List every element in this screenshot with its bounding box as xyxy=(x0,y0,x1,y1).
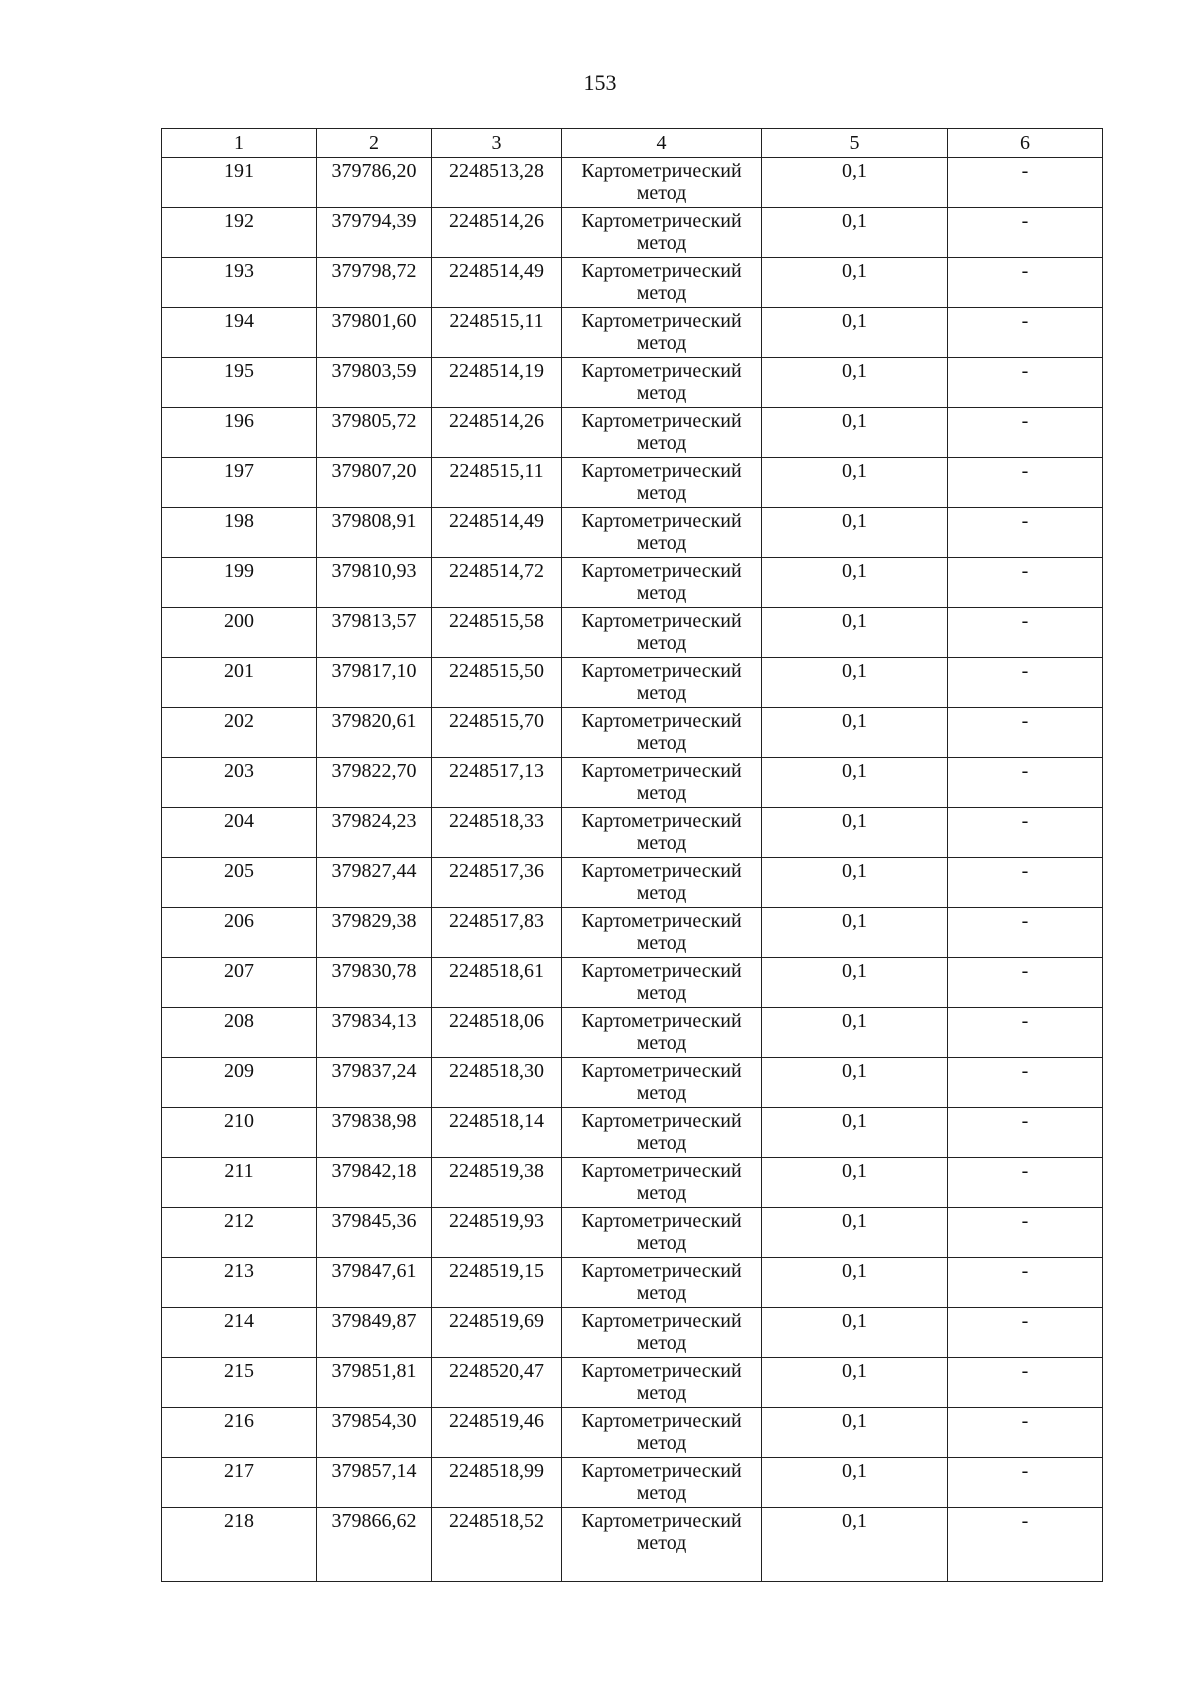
y-coordinate-cell: 2248518,33 xyxy=(432,808,562,858)
y-coordinate-cell: 2248518,52 xyxy=(432,1508,562,1582)
accuracy-cell: 0,1 xyxy=(762,1508,948,1582)
method-cell: Картометрический метод xyxy=(562,508,762,558)
x-coordinate-cell: 379838,98 xyxy=(317,1108,432,1158)
point-number-cell: 204 xyxy=(162,808,317,858)
point-number-cell: 212 xyxy=(162,1208,317,1258)
point-number-cell: 218 xyxy=(162,1508,317,1582)
accuracy-cell: 0,1 xyxy=(762,608,948,658)
method-cell: Картометрический метод xyxy=(562,1308,762,1358)
point-number-cell: 193 xyxy=(162,258,317,308)
x-coordinate-cell: 379817,10 xyxy=(317,658,432,708)
table-row xyxy=(162,858,1103,908)
method-cell: Картометрический метод xyxy=(562,208,762,258)
table-row xyxy=(162,1058,1103,1108)
note-cell: - xyxy=(948,558,1103,608)
method-cell: Картометрический метод xyxy=(562,158,762,208)
table-row xyxy=(162,1208,1103,1258)
accuracy-cell: 0,1 xyxy=(762,808,948,858)
note-cell: - xyxy=(948,1108,1103,1158)
x-coordinate-cell: 379849,87 xyxy=(317,1308,432,1358)
method-cell: Картометрический метод xyxy=(562,1008,762,1058)
accuracy-cell: 0,1 xyxy=(762,858,948,908)
accuracy-cell: 0,1 xyxy=(762,208,948,258)
method-cell: Картометрический метод xyxy=(562,458,762,508)
x-coordinate-cell: 379866,62 xyxy=(317,1508,432,1582)
column-header: 1 xyxy=(162,129,317,158)
point-number-cell: 202 xyxy=(162,708,317,758)
y-coordinate-cell: 2248514,49 xyxy=(432,508,562,558)
table-row xyxy=(162,658,1103,708)
accuracy-cell: 0,1 xyxy=(762,508,948,558)
table-row xyxy=(162,1308,1103,1358)
table-row xyxy=(162,408,1103,458)
x-coordinate-cell: 379822,70 xyxy=(317,758,432,808)
table-row xyxy=(162,808,1103,858)
note-cell: - xyxy=(948,1508,1103,1582)
method-cell: Картометрический метод xyxy=(562,1258,762,1308)
column-header: 6 xyxy=(948,129,1103,158)
accuracy-cell: 0,1 xyxy=(762,958,948,1008)
method-cell: Картометрический метод xyxy=(562,808,762,858)
accuracy-cell: 0,1 xyxy=(762,1458,948,1508)
accuracy-cell: 0,1 xyxy=(762,658,948,708)
y-coordinate-cell: 2248518,61 xyxy=(432,958,562,1008)
note-cell: - xyxy=(948,208,1103,258)
table-row xyxy=(162,608,1103,658)
x-coordinate-cell: 379805,72 xyxy=(317,408,432,458)
point-number-cell: 198 xyxy=(162,508,317,558)
x-coordinate-cell: 379842,18 xyxy=(317,1158,432,1208)
coordinates-table xyxy=(161,128,1103,1582)
y-coordinate-cell: 2248517,36 xyxy=(432,858,562,908)
accuracy-cell: 0,1 xyxy=(762,1108,948,1158)
point-number-cell: 217 xyxy=(162,1458,317,1508)
table-row xyxy=(162,258,1103,308)
y-coordinate-cell: 2248514,49 xyxy=(432,258,562,308)
x-coordinate-cell: 379857,14 xyxy=(317,1458,432,1508)
note-cell: - xyxy=(948,308,1103,358)
accuracy-cell: 0,1 xyxy=(762,1008,948,1058)
table-row xyxy=(162,1358,1103,1408)
x-coordinate-cell: 379794,39 xyxy=(317,208,432,258)
accuracy-cell: 0,1 xyxy=(762,458,948,508)
y-coordinate-cell: 2248515,58 xyxy=(432,608,562,658)
accuracy-cell: 0,1 xyxy=(762,408,948,458)
table-row xyxy=(162,1158,1103,1208)
accuracy-cell: 0,1 xyxy=(762,558,948,608)
table-row xyxy=(162,1458,1103,1508)
table-header-row xyxy=(162,129,1103,158)
table-row xyxy=(162,908,1103,958)
y-coordinate-cell: 2248514,26 xyxy=(432,208,562,258)
x-coordinate-cell: 379813,57 xyxy=(317,608,432,658)
point-number-cell: 207 xyxy=(162,958,317,1008)
note-cell: - xyxy=(948,158,1103,208)
point-number-cell: 197 xyxy=(162,458,317,508)
y-coordinate-cell: 2248515,70 xyxy=(432,708,562,758)
table-row xyxy=(162,958,1103,1008)
note-cell: - xyxy=(948,908,1103,958)
accuracy-cell: 0,1 xyxy=(762,1308,948,1358)
x-coordinate-cell: 379847,61 xyxy=(317,1258,432,1308)
method-cell: Картометрический метод xyxy=(562,258,762,308)
note-cell: - xyxy=(948,258,1103,308)
table-row xyxy=(162,308,1103,358)
note-cell: - xyxy=(948,958,1103,1008)
y-coordinate-cell: 2248520,47 xyxy=(432,1358,562,1408)
point-number-cell: 211 xyxy=(162,1158,317,1208)
point-number-cell: 213 xyxy=(162,1258,317,1308)
method-cell: Картометрический метод xyxy=(562,708,762,758)
y-coordinate-cell: 2248515,11 xyxy=(432,308,562,358)
point-number-cell: 216 xyxy=(162,1408,317,1458)
table-row xyxy=(162,1508,1103,1582)
accuracy-cell: 0,1 xyxy=(762,1408,948,1458)
x-coordinate-cell: 379845,36 xyxy=(317,1208,432,1258)
accuracy-cell: 0,1 xyxy=(762,308,948,358)
note-cell: - xyxy=(948,808,1103,858)
method-cell: Картометрический метод xyxy=(562,1358,762,1408)
method-cell: Картометрический метод xyxy=(562,958,762,1008)
point-number-cell: 206 xyxy=(162,908,317,958)
x-coordinate-cell: 379801,60 xyxy=(317,308,432,358)
method-cell: Картометрический метод xyxy=(562,1158,762,1208)
y-coordinate-cell: 2248513,28 xyxy=(432,158,562,208)
point-number-cell: 210 xyxy=(162,1108,317,1158)
accuracy-cell: 0,1 xyxy=(762,158,948,208)
table-row xyxy=(162,1258,1103,1308)
x-coordinate-cell: 379803,59 xyxy=(317,358,432,408)
note-cell: - xyxy=(948,658,1103,708)
column-header: 2 xyxy=(317,129,432,158)
note-cell: - xyxy=(948,508,1103,558)
y-coordinate-cell: 2248519,69 xyxy=(432,1308,562,1358)
method-cell: Картометрический метод xyxy=(562,858,762,908)
point-number-cell: 194 xyxy=(162,308,317,358)
x-coordinate-cell: 379827,44 xyxy=(317,858,432,908)
y-coordinate-cell: 2248514,72 xyxy=(432,558,562,608)
note-cell: - xyxy=(948,358,1103,408)
x-coordinate-cell: 379830,78 xyxy=(317,958,432,1008)
point-number-cell: 196 xyxy=(162,408,317,458)
method-cell: Картометрический метод xyxy=(562,758,762,808)
accuracy-cell: 0,1 xyxy=(762,908,948,958)
note-cell: - xyxy=(948,408,1103,458)
method-cell: Картометрический метод xyxy=(562,658,762,708)
point-number-cell: 199 xyxy=(162,558,317,608)
table-row xyxy=(162,158,1103,208)
y-coordinate-cell: 2248518,30 xyxy=(432,1058,562,1108)
x-coordinate-cell: 379786,20 xyxy=(317,158,432,208)
accuracy-cell: 0,1 xyxy=(762,708,948,758)
table-row xyxy=(162,1108,1103,1158)
accuracy-cell: 0,1 xyxy=(762,1058,948,1108)
point-number-cell: 209 xyxy=(162,1058,317,1108)
y-coordinate-cell: 2248514,19 xyxy=(432,358,562,408)
table-body xyxy=(162,158,1103,1582)
y-coordinate-cell: 2248515,50 xyxy=(432,658,562,708)
column-header: 4 xyxy=(562,129,762,158)
note-cell: - xyxy=(948,1458,1103,1508)
y-coordinate-cell: 2248519,38 xyxy=(432,1158,562,1208)
point-number-cell: 214 xyxy=(162,1308,317,1358)
accuracy-cell: 0,1 xyxy=(762,758,948,808)
x-coordinate-cell: 379798,72 xyxy=(317,258,432,308)
y-coordinate-cell: 2248518,06 xyxy=(432,1008,562,1058)
method-cell: Картометрический метод xyxy=(562,1108,762,1158)
y-coordinate-cell: 2248517,13 xyxy=(432,758,562,808)
note-cell: - xyxy=(948,1208,1103,1258)
y-coordinate-cell: 2248519,46 xyxy=(432,1408,562,1458)
method-cell: Картометрический метод xyxy=(562,558,762,608)
method-cell: Картометрический метод xyxy=(562,408,762,458)
table-row xyxy=(162,458,1103,508)
y-coordinate-cell: 2248518,14 xyxy=(432,1108,562,1158)
accuracy-cell: 0,1 xyxy=(762,258,948,308)
x-coordinate-cell: 379829,38 xyxy=(317,908,432,958)
point-number-cell: 203 xyxy=(162,758,317,808)
method-cell: Картометрический метод xyxy=(562,358,762,408)
point-number-cell: 208 xyxy=(162,1008,317,1058)
note-cell: - xyxy=(948,708,1103,758)
method-cell: Картометрический метод xyxy=(562,1408,762,1458)
x-coordinate-cell: 379854,30 xyxy=(317,1408,432,1458)
x-coordinate-cell: 379824,23 xyxy=(317,808,432,858)
accuracy-cell: 0,1 xyxy=(762,1258,948,1308)
y-coordinate-cell: 2248515,11 xyxy=(432,458,562,508)
column-header: 5 xyxy=(762,129,948,158)
y-coordinate-cell: 2248518,99 xyxy=(432,1458,562,1508)
note-cell: - xyxy=(948,1158,1103,1208)
method-cell: Картометрический метод xyxy=(562,1458,762,1508)
note-cell: - xyxy=(948,1358,1103,1408)
note-cell: - xyxy=(948,858,1103,908)
table-row xyxy=(162,758,1103,808)
column-header: 3 xyxy=(432,129,562,158)
method-cell: Картометрический метод xyxy=(562,1508,762,1582)
note-cell: - xyxy=(948,1308,1103,1358)
method-cell: Картометрический метод xyxy=(562,608,762,658)
point-number-cell: 192 xyxy=(162,208,317,258)
table-row xyxy=(162,208,1103,258)
y-coordinate-cell: 2248519,93 xyxy=(432,1208,562,1258)
method-cell: Картометрический метод xyxy=(562,1208,762,1258)
point-number-cell: 215 xyxy=(162,1358,317,1408)
note-cell: - xyxy=(948,608,1103,658)
table-row xyxy=(162,708,1103,758)
note-cell: - xyxy=(948,1008,1103,1058)
x-coordinate-cell: 379807,20 xyxy=(317,458,432,508)
note-cell: - xyxy=(948,1058,1103,1108)
table-row xyxy=(162,1408,1103,1458)
method-cell: Картометрический метод xyxy=(562,908,762,958)
accuracy-cell: 0,1 xyxy=(762,1208,948,1258)
point-number-cell: 205 xyxy=(162,858,317,908)
y-coordinate-cell: 2248517,83 xyxy=(432,908,562,958)
method-cell: Картометрический метод xyxy=(562,1058,762,1108)
accuracy-cell: 0,1 xyxy=(762,358,948,408)
table-row xyxy=(162,558,1103,608)
note-cell: - xyxy=(948,458,1103,508)
method-cell: Картометрический метод xyxy=(562,308,762,358)
accuracy-cell: 0,1 xyxy=(762,1158,948,1208)
point-number-cell: 201 xyxy=(162,658,317,708)
table-row xyxy=(162,1008,1103,1058)
x-coordinate-cell: 379810,93 xyxy=(317,558,432,608)
accuracy-cell: 0,1 xyxy=(762,1358,948,1408)
x-coordinate-cell: 379808,91 xyxy=(317,508,432,558)
note-cell: - xyxy=(948,758,1103,808)
point-number-cell: 195 xyxy=(162,358,317,408)
x-coordinate-cell: 379834,13 xyxy=(317,1008,432,1058)
y-coordinate-cell: 2248514,26 xyxy=(432,408,562,458)
table-row xyxy=(162,508,1103,558)
x-coordinate-cell: 379851,81 xyxy=(317,1358,432,1408)
page-number: 153 xyxy=(583,70,617,95)
point-number-cell: 200 xyxy=(162,608,317,658)
note-cell: - xyxy=(948,1408,1103,1458)
x-coordinate-cell: 379820,61 xyxy=(317,708,432,758)
point-number-cell: 191 xyxy=(162,158,317,208)
y-coordinate-cell: 2248519,15 xyxy=(432,1258,562,1308)
table-row xyxy=(162,358,1103,408)
x-coordinate-cell: 379837,24 xyxy=(317,1058,432,1108)
note-cell: - xyxy=(948,1258,1103,1308)
